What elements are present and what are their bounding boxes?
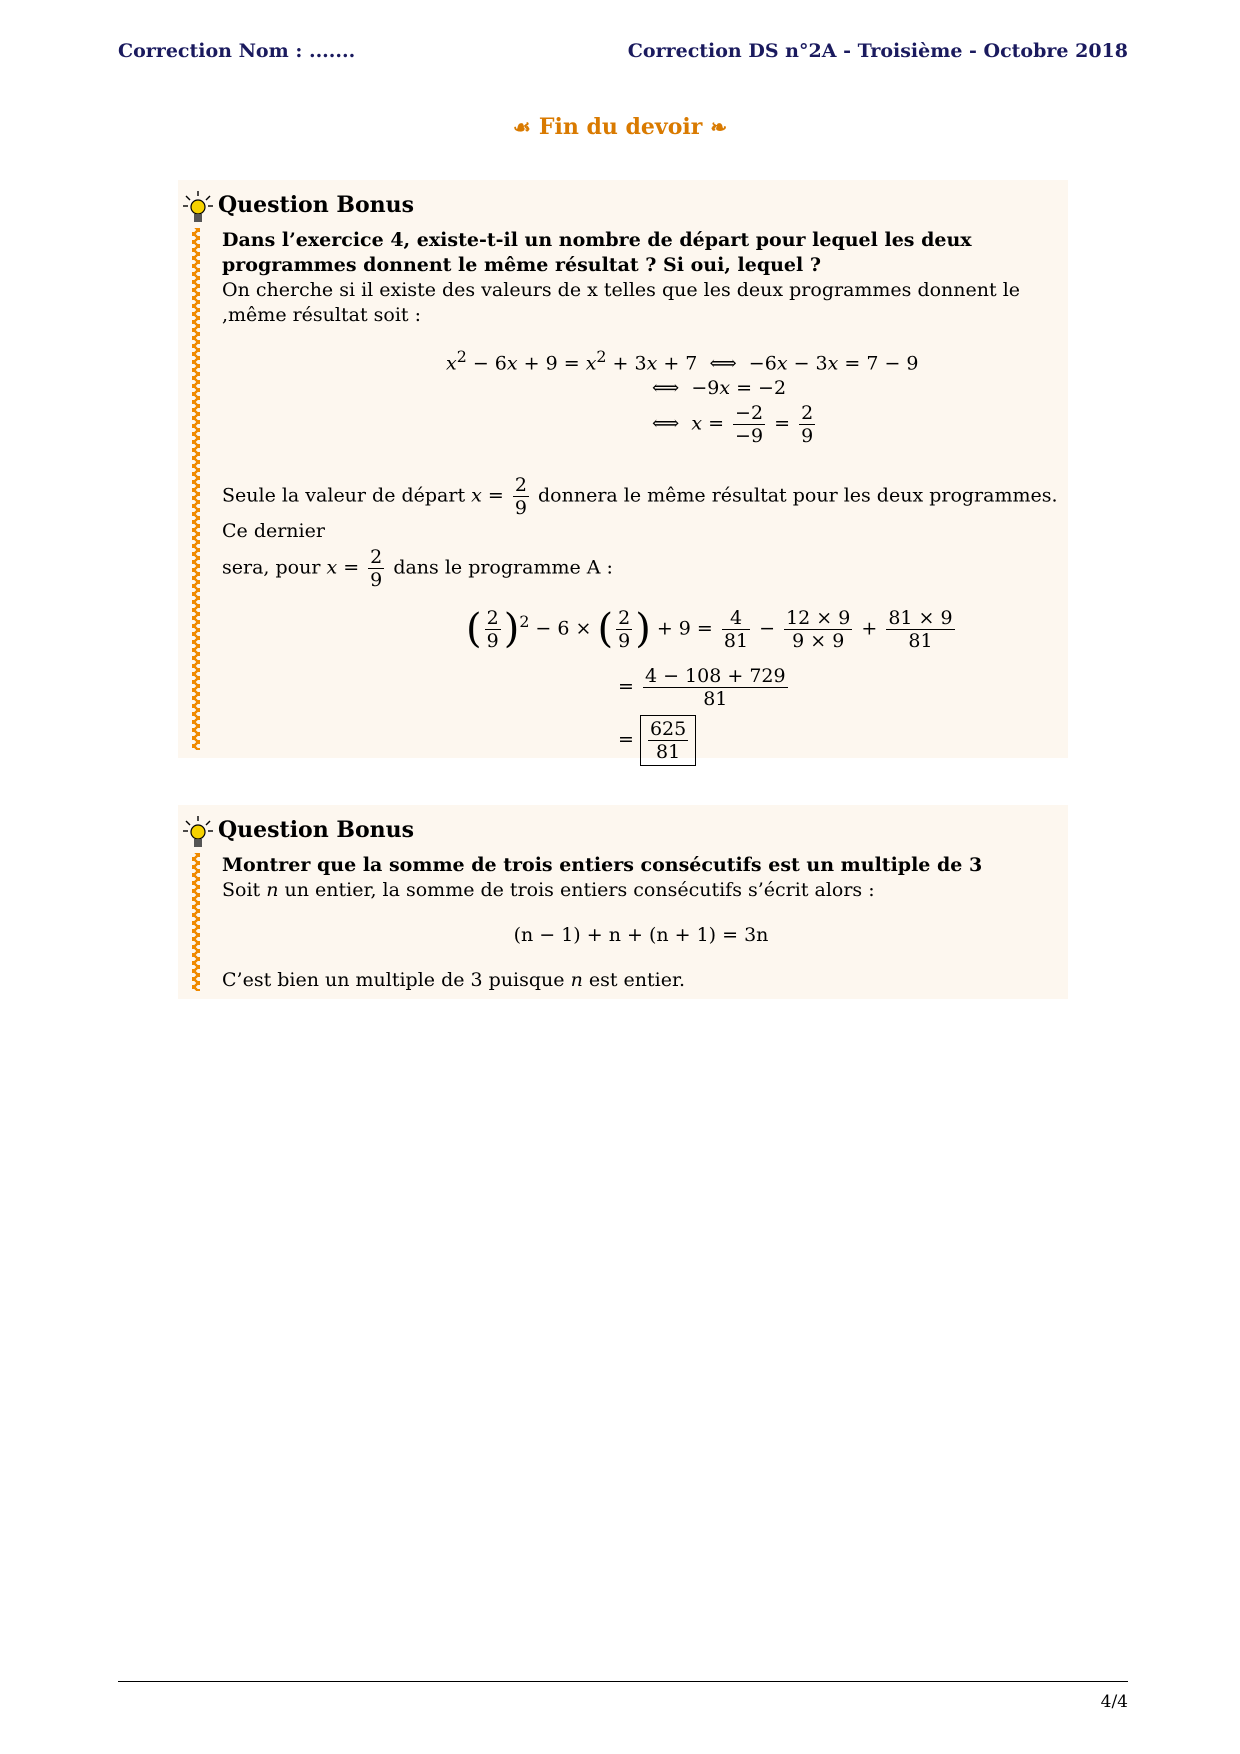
text-est-entier: est entier. [588, 969, 686, 991]
sum-equation: (n − 1) + n + (n + 1) = 3n [513, 924, 769, 946]
zigzag-border [192, 853, 206, 991]
end-of-exam [0, 114, 1240, 140]
text-donnera: donnera le même résultat pour les deux programmes. Ce dernier [222, 484, 1058, 542]
lightbulb-icon [182, 815, 214, 851]
result-box: $\frac{625}{81}$ [640, 715, 696, 766]
ornament-left-icon: ☙ [512, 115, 531, 139]
footer-rule [118, 1681, 1128, 1682]
end-label: Fin du devoir [538, 114, 703, 140]
ornament-right-icon: ❧ [710, 115, 728, 139]
header-right: Correction DS n°2A - Troisième - Octobre 2018 [627, 40, 1128, 62]
text-soit: Soit [222, 879, 261, 901]
text-seule: Seule la valeur de départ [222, 484, 466, 507]
bonus-question-2: Question Bonus Montrer que la somme de trois entiers consécutifs est un multiple de 3 Soit n un entier, la somme de trois entiers consécutifs s’écrit alors : (n − 1) + n + (n + 1) = 3n C’est bien un multiple de 3 puisque n est entier. [178, 805, 1068, 999]
bonus-title: Question Bonus [218, 192, 415, 218]
page-number: 4/4 [1100, 1692, 1128, 1712]
bonus-question-1: Question Bonus Dans l’exercice 4, existe-t-il un nombre de départ pour lequel les deux programmes donnent le même résultat ? Si oui, lequel ? On cherche si il existe des valeurs de x telles que les deux programmes donnent le ,même résultat soit : $x^2 - 6x + 9 = x^2 + 3x + 7$ ⟺ −6x − 3x = 7 − 9 ⟺ −9x = −2 ⟺ x = $\frac{-2}{-9}$ = $\frac{2}{9}$ Seule la valeur de départ x = $\frac{2}{9}$ donnera le même résultat pour les deux programmes. Ce dernier sera, pour x = $\frac{2}{9}$ dans le programme A : ( $\frac{2}{9}$ )$^2$ − 6 × ( $\frac{2}{9}$ ) + 9 = $\frac{4}{81}$ − $\frac{12 \times 9}{9 \times 9}$ + $\frac{81 \times 9}{81}$ = $\frac{4 - 108 + 729}{81}$ = $\frac{625}{81}$ [178, 180, 1068, 758]
lightbulb-icon [182, 190, 214, 226]
text-programme: dans le programme A : [393, 556, 613, 579]
equation-system: $x^2 - 6x + 9 = x^2 + 3x + 7$ ⟺ −6x − 3x = 7 − 9 ⟺ −9x = −2 ⟺ x = $\frac{-2}{-9}$ = $\frac{2}{9}$ [446, 347, 919, 447]
text-entier: un entier, la somme de trois entiers consécutifs s’écrit alors : [284, 879, 875, 901]
text-conclusion: C’est bien un multiple de 3 puisque [222, 969, 565, 991]
bonus-title: Question Bonus [218, 817, 415, 843]
bonus-question-text: Dans l’exercice 4, existe-t-il un nombre de départ pour lequel les deux programmes donnent le même résultat ? Si oui, lequel ? [222, 229, 972, 276]
bonus-question-text: Montrer que la somme de trois entiers consécutifs est un multiple de 3 [222, 854, 983, 876]
header-left: Correction Nom : ....... [118, 40, 356, 62]
computation: ( $\frac{2}{9}$ )$^2$ − 6 × ( $\frac{2}{9}$ ) + 9 = $\frac{4}{81}$ − $\frac{12 \times 9}{9 \times 9}$ + $\frac{81 \times 9}{81}$ = $\frac{4 - 108 + 729}{81}$ = $\frac{625}{81}$ [222, 607, 1060, 777]
zigzag-border [192, 228, 206, 750]
bonus-intro: On cherche si il existe des valeurs de x telles que les deux programmes donnent le ,même résultat soit : [222, 279, 1021, 326]
text-sera: sera, pour [222, 556, 321, 579]
